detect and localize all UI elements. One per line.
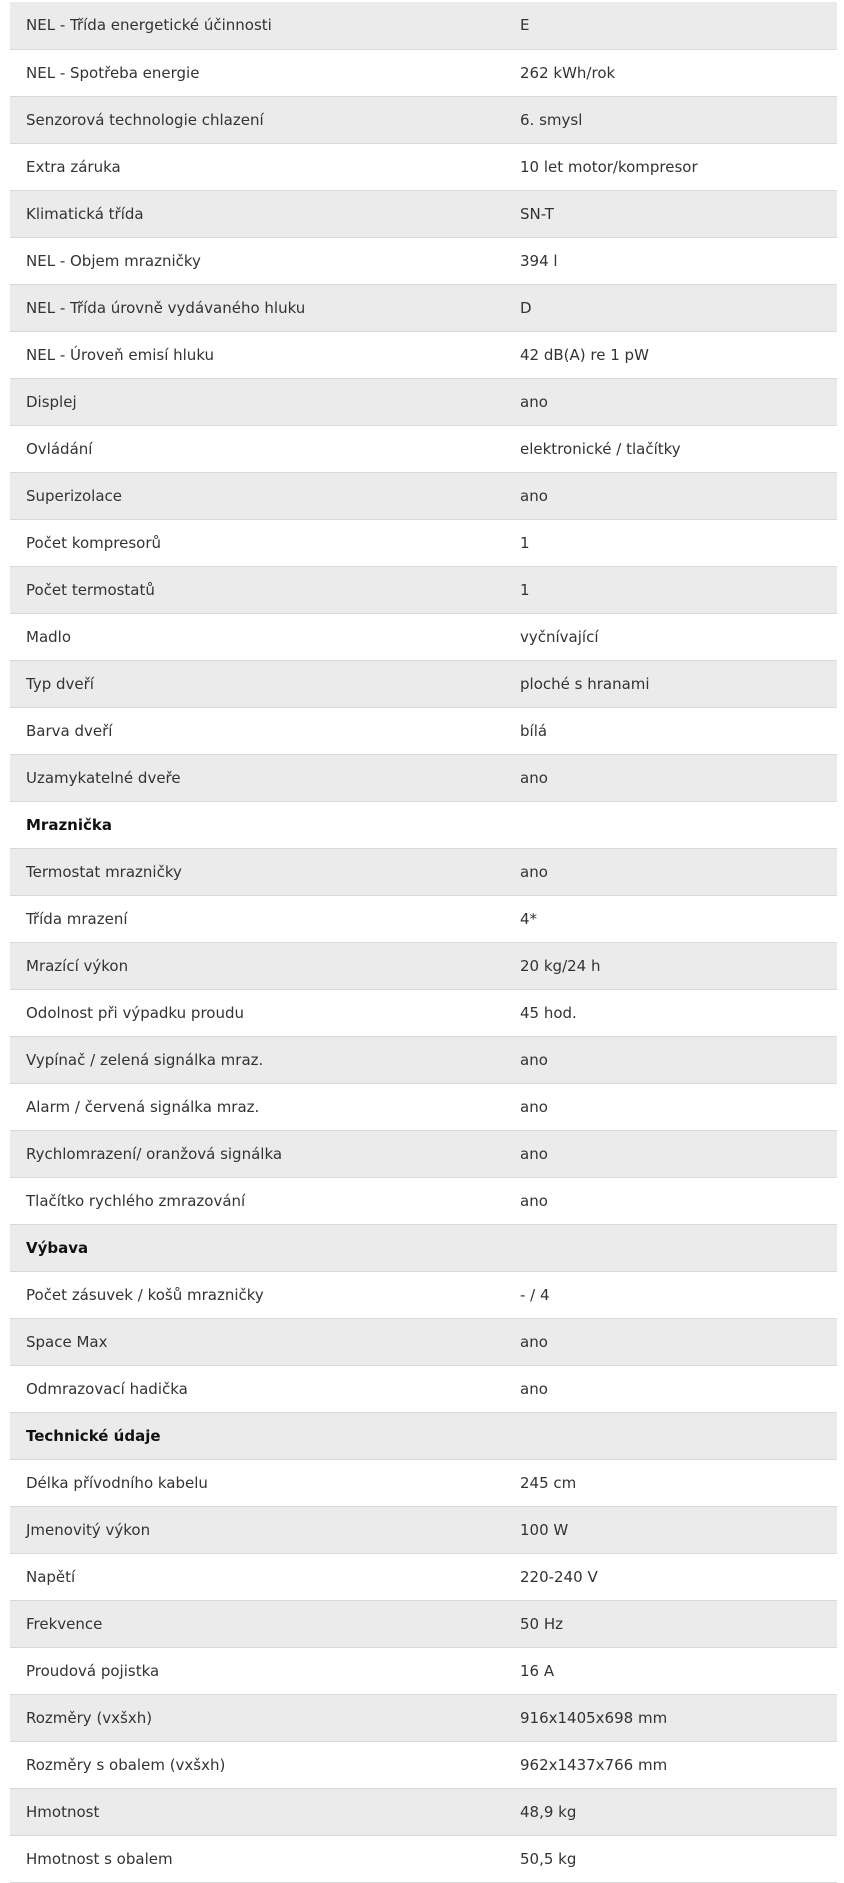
section-header-row: [10, 1412, 837, 1459]
spec-value: D: [520, 298, 532, 317]
spec-label: Frekvence: [26, 1614, 103, 1633]
spec-value: ano: [520, 1050, 548, 1069]
spec-value: elektronické / tlačítky: [520, 439, 681, 458]
spec-value: 1: [520, 533, 530, 552]
spec-label: NEL - Úroveň emisí hluku: [26, 345, 215, 364]
spec-label: Extra záruka: [26, 157, 121, 176]
spec-label: Tlačítko rychlého zmrazování: [26, 1191, 246, 1210]
spec-value: 16 A: [520, 1661, 555, 1680]
spec-value: ano: [520, 1379, 548, 1398]
spec-row: [10, 1506, 837, 1553]
spec-value: ano: [520, 1144, 548, 1163]
spec-row: [10, 519, 837, 566]
spec-label: Počet zásuvek / košů mrazničky: [26, 1285, 264, 1304]
spec-label: Superizolace: [26, 486, 122, 505]
spec-value: ano: [520, 392, 548, 411]
spec-row: [10, 754, 837, 801]
spec-label: Termostat mrazničky: [26, 862, 182, 881]
spec-row: [10, 1835, 837, 1882]
spec-row: [10, 1177, 837, 1224]
spec-label: Mrazící výkon: [26, 956, 129, 975]
spec-row: [10, 1600, 837, 1647]
spec-value: ano: [520, 768, 548, 787]
spec-label: Rozměry s obalem (vxšxh): [26, 1755, 226, 1774]
spec-row: [10, 1318, 837, 1365]
section-header-row: [10, 801, 837, 848]
spec-row: [10, 284, 837, 331]
spec-row: [10, 1459, 837, 1506]
spec-value: 42 dB(A) re 1 pW: [520, 345, 649, 364]
spec-row: [10, 49, 837, 96]
spec-row: [10, 1130, 837, 1177]
spec-value: 100 W: [520, 1520, 569, 1539]
spec-label: NEL - Spotřeba energie: [26, 63, 200, 82]
spec-row: [10, 472, 837, 519]
spec-value: 1: [520, 580, 530, 599]
spec-label: Uzamykatelné dveře: [26, 768, 181, 787]
spec-label: Délka přívodního kabelu: [26, 1473, 208, 1492]
spec-label: Alarm / červená signálka mraz.: [26, 1097, 260, 1116]
spec-value: [504, 1224, 837, 1271]
spec-value: - / 4: [520, 1285, 550, 1304]
spec-label: Rozměry (vxšxh): [26, 1708, 153, 1727]
spec-row: [10, 942, 837, 989]
spec-row: [10, 895, 837, 942]
spec-label: NEL - Třída úrovně vydávaného hluku: [26, 298, 306, 317]
spec-value: ano: [520, 1097, 548, 1116]
spec-row: [10, 2, 837, 49]
spec-value: 6. smysl: [520, 110, 583, 129]
spec-table-body: [10, 2, 837, 1882]
spec-row: [10, 143, 837, 190]
spec-value: 45 hod.: [520, 1003, 577, 1022]
spec-value: 20 kg/24 h: [520, 956, 601, 975]
spec-label: Rychlomrazení/ oranžová signálka: [26, 1144, 283, 1163]
spec-label: Ovládání: [26, 439, 93, 458]
spec-value: 262 kWh/rok: [520, 63, 616, 82]
spec-label: Odmrazovací hadička: [26, 1379, 188, 1398]
spec-label: Třída mrazení: [26, 909, 128, 928]
spec-label: Klimatická třída: [26, 204, 144, 223]
spec-value: ploché s hranami: [520, 674, 650, 693]
spec-row: [10, 1788, 837, 1835]
spec-value: [504, 801, 837, 848]
spec-row: [10, 1694, 837, 1741]
spec-label: Proudová pojistka: [26, 1661, 160, 1680]
spec-label: Odolnost při výpadku proudu: [26, 1003, 245, 1022]
spec-label: Typ dveří: [26, 674, 94, 693]
spec-value: ano: [520, 1332, 548, 1351]
section-title: Technické údaje: [26, 1426, 161, 1445]
spec-value: SN-T: [520, 204, 554, 223]
spec-row: [10, 566, 837, 613]
spec-value: 48,9 kg: [520, 1802, 577, 1821]
spec-label: Vypínač / zelená signálka mraz.: [26, 1050, 264, 1069]
spec-row: [10, 425, 837, 472]
spec-value: 245 cm: [520, 1473, 577, 1492]
spec-row: [10, 660, 837, 707]
spec-row: [10, 1741, 837, 1788]
spec-row: [10, 331, 837, 378]
spec-row: [10, 237, 837, 284]
spec-label: Počet kompresorů: [26, 533, 162, 552]
spec-label: Napětí: [26, 1567, 76, 1586]
spec-label: Space Max: [26, 1332, 108, 1351]
spec-label: NEL - Třída energetické účinnosti: [26, 16, 272, 35]
spec-label: NEL - Objem mrazničky: [26, 251, 201, 270]
spec-label: Madlo: [26, 627, 71, 646]
spec-row: [10, 989, 837, 1036]
spec-value: 50 Hz: [520, 1614, 564, 1633]
spec-value: ano: [520, 486, 548, 505]
spec-row: [10, 707, 837, 754]
spec-value: 4*: [520, 909, 538, 928]
spec-value: E: [520, 16, 530, 35]
spec-table: [10, 2, 837, 1883]
spec-row: [10, 1553, 837, 1600]
spec-value: 916x1405x698 mm: [520, 1708, 668, 1727]
spec-row: [10, 378, 837, 425]
spec-label: Displej: [26, 392, 77, 411]
spec-label: Barva dveří: [26, 721, 113, 740]
spec-label: Počet termostatů: [26, 580, 155, 599]
spec-value: 220-240 V: [520, 1567, 598, 1586]
spec-label: Hmotnost s obalem: [26, 1849, 173, 1868]
spec-row: [10, 1647, 837, 1694]
spec-row: [10, 1271, 837, 1318]
section-header-row: [10, 1224, 837, 1271]
spec-row: [10, 848, 837, 895]
spec-value: bílá: [520, 721, 548, 740]
spec-value: vyčnívající: [520, 627, 599, 646]
spec-row: [10, 190, 837, 237]
spec-value: ano: [520, 1191, 548, 1210]
spec-value: 50,5 kg: [520, 1849, 577, 1868]
spec-value: [504, 1412, 837, 1459]
spec-row: [10, 1036, 837, 1083]
spec-value: 10 let motor/kompresor: [520, 157, 698, 176]
spec-label: Senzorová technologie chlazení: [26, 110, 264, 129]
spec-row: [10, 1083, 837, 1130]
spec-row: [10, 1365, 837, 1412]
spec-value: 962x1437x766 mm: [520, 1755, 668, 1774]
spec-label: Hmotnost: [26, 1802, 100, 1821]
section-title: Mraznička: [26, 815, 112, 834]
spec-value: ano: [520, 862, 548, 881]
section-title: Výbava: [26, 1238, 89, 1257]
spec-label: Jmenovitý výkon: [26, 1520, 151, 1539]
spec-value: 394 l: [520, 251, 558, 270]
spec-row: [10, 96, 837, 143]
spec-row: [10, 613, 837, 660]
